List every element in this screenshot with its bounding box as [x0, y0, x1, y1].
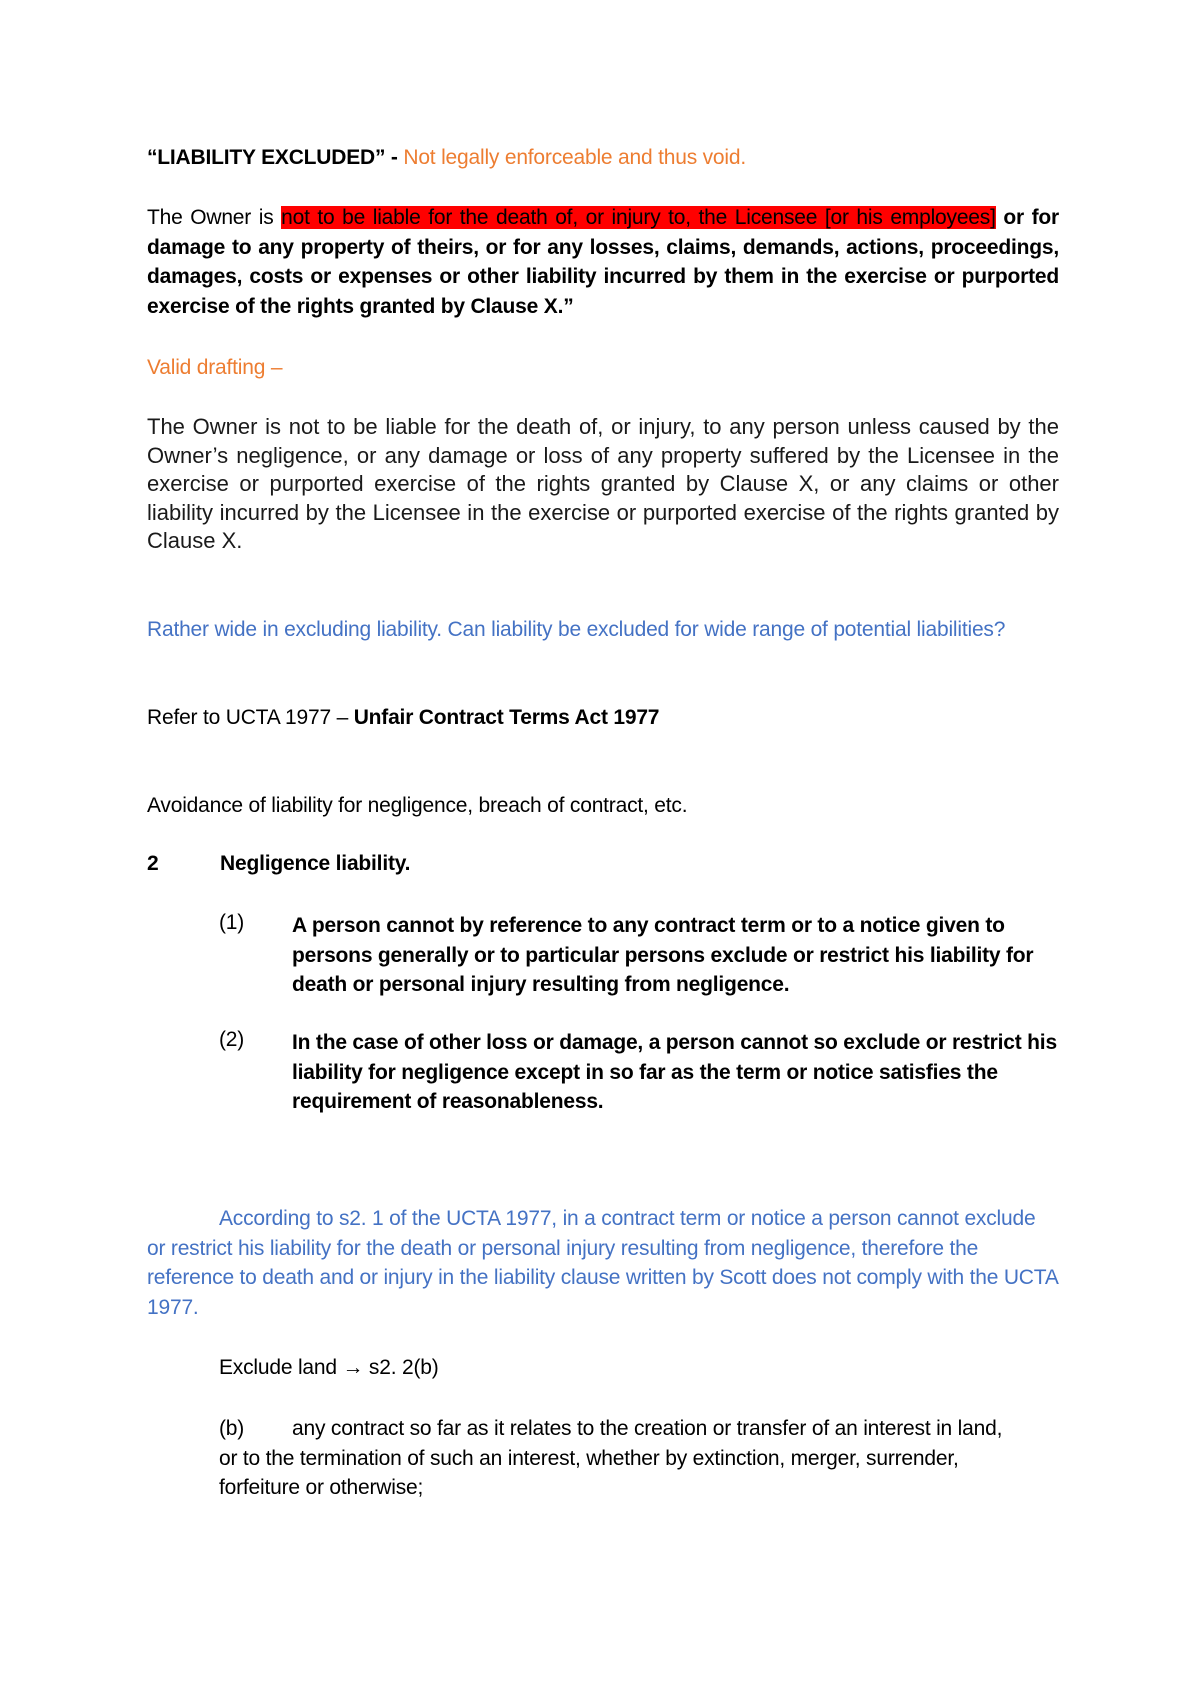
question-text: Rather wide in excluding liability. Can liability be excluded for wide range of potential liabilities?: [147, 618, 1006, 641]
valid-drafting-text: The Owner is not to be liable for the death of, or injury, to any person unless caused by the Owner’s negligence, or any damage or loss of any property suffered by the Licensee in the exercise or purported exercise of the rights granted by Clause X, or any claims or other liability incurred by the Licensee in the exercise or purported exercise of the rights granted by Clause X.: [147, 414, 1059, 553]
subsection-text: A person cannot by reference to any contract term or to a notice given to persons generally or to particular persons exclude or restrict his liability for death or personal injury resulting from negligence.: [292, 914, 1034, 996]
subsection-label: (1): [219, 911, 245, 934]
exclude-land-ref: s2. 2(b): [363, 1356, 439, 1379]
section-title: Negligence liability.: [220, 852, 411, 875]
clause-prefix: The Owner is: [147, 206, 282, 229]
refer-act: Unfair Contract Terms Act 1977: [353, 706, 660, 729]
liability-excluded-heading: [147, 146, 1059, 170]
arrow-icon: →: [342, 1356, 364, 1379]
avoidance-text: Avoidance of liability for negligence, breach of contract, etc.: [147, 794, 688, 817]
clause-highlight: not to be liable for the death of, or injury to, the Licensee [or his employees]: [281, 206, 996, 229]
refer-ucta: [147, 706, 1059, 730]
commentary-text: According to s2. 1 of the UCTA 1977, in a contract term or notice a person cannot exclude or restrict his liability for the death or personal injury resulting from negligence, therefore the reference to death and or injury in the liability clause written by Scott does not comply with the UCTA 1977.: [147, 1207, 1058, 1319]
clause-b-text: any contract so far as it relates to the creation or transfer of an interest in land, or to the termination of such an interest, whether by extinction, merger, surrender, forfeiture or otherwise;: [219, 1417, 1003, 1499]
clause-rest: or for damage to any property of theirs, or for any losses, claims, demands, actions, proceedings, damages, costs or expenses or other liability incurred by them in the exercise or purported exercise of the rights granted by Clause X.”: [147, 206, 1060, 318]
heading-title: “LIABILITY EXCLUDED” -: [147, 146, 404, 169]
subsection-label: (2): [219, 1028, 245, 1051]
exclude-land-line: [219, 1356, 819, 1380]
section-number: 2: [147, 852, 159, 875]
heading-note: Not legally enforceable and thus void.: [403, 146, 746, 169]
clause-b: [219, 1414, 1019, 1503]
liability-clause: [147, 203, 1059, 321]
valid-drafting-heading: Valid drafting –: [147, 356, 283, 379]
clause-b-label: (b): [219, 1417, 245, 1440]
refer-prefix: Refer to UCTA 1977 –: [147, 706, 354, 729]
exclude-land-prefix: Exclude land: [219, 1356, 343, 1379]
subsection-text: In the case of other loss or damage, a person cannot so exclude or restrict his liability for negligence except in so far as the term or notice satisfies the requirement of reasonableness.: [292, 1031, 1057, 1113]
